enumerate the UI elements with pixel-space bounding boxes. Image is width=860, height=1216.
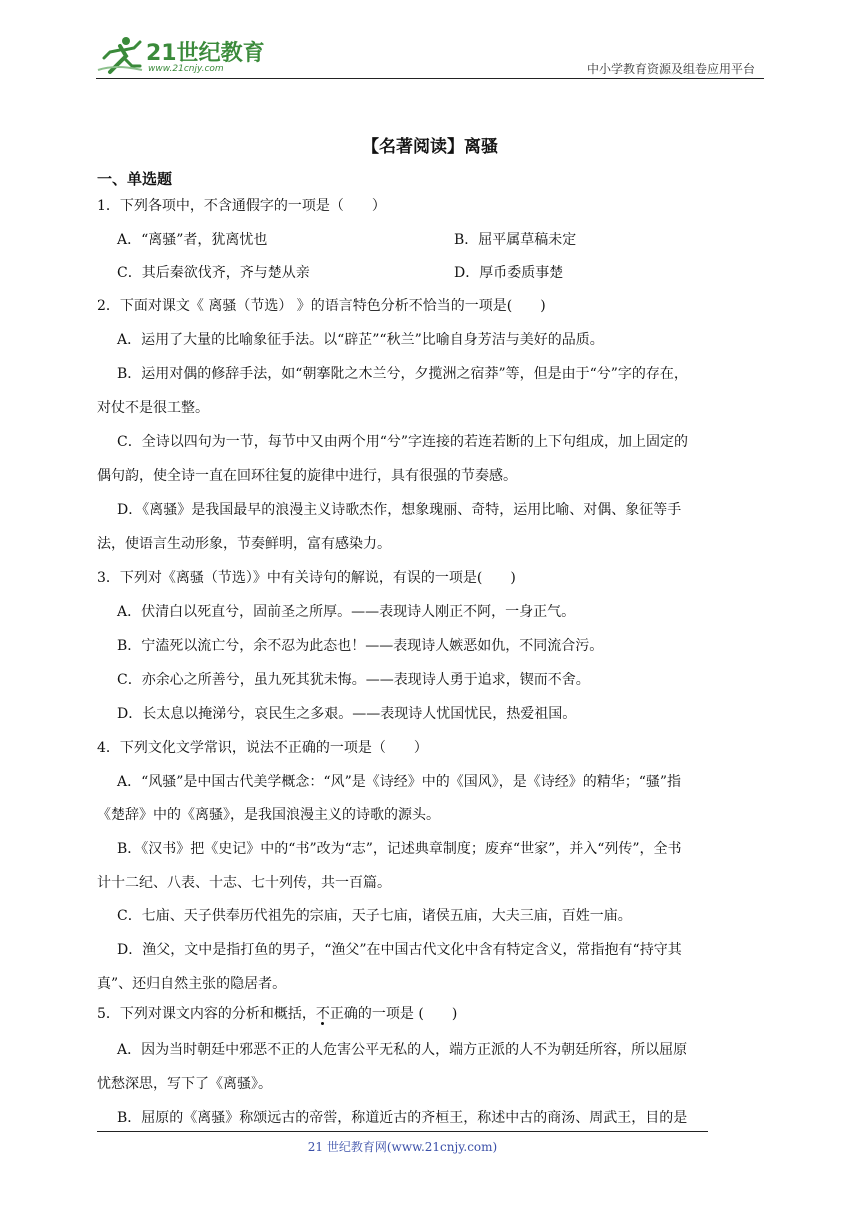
footer-link[interactable]: 21 世纪教育网(www.21cnjy.com): [307, 1140, 498, 1154]
question-5-option-a-cont[interactable]: 忧愁深思，写下了《离骚》。: [97, 1076, 272, 1092]
question-4-option-c[interactable]: C．七庙、天子供奉历代祖先的宗庙，天子七庙，诸侯五庙，大夫三庙，百姓一庙。: [117, 908, 632, 924]
page-header: [0, 0, 860, 82]
question-4-option-b[interactable]: B．《汉书》把《史记》中的“书”改为“志”，记述典章制度；废弃“世家”，并入“列传”，全书: [117, 841, 682, 857]
question-4-option-b-cont[interactable]: 计十二纪、八表、十志、七十列传，共一百篇。: [97, 875, 391, 891]
header-tagline: 中小学教育资源及组卷应用平台: [586, 62, 755, 76]
question-4-option-a[interactable]: A．“风骚”是中国古代美学概念：“风”是《诗经》中的《国风》，是《诗经》的精华；“骚”指: [117, 774, 682, 790]
question-3-option-b[interactable]: B．宁溘死以流亡兮，余不忍为此态也！——表现诗人嫉恶如仇，不同流合污。: [117, 638, 604, 654]
question-4-option-d[interactable]: D．渔父，文中是指打鱼的男子，“渔父”在中国古代文化中含有特定含义，常指抱有“持守其: [117, 942, 682, 958]
question-3-option-a[interactable]: A．伏清白以死直兮，固前圣之所厚。——表现诗人刚正不阿，一身正气。: [117, 604, 576, 620]
question-4-option-a-cont[interactable]: 《楚辞》中的《离骚》，是我国浪漫主义的诗歌的源头。: [97, 807, 440, 823]
question-2-option-b[interactable]: B．运用对偶的修辞手法，如“朝搴阰之木兰兮，夕揽洲之宿莽”等，但是由于“兮”字的存在，: [117, 366, 688, 382]
question-1-stem: 1．下列各项中，不含通假字的一项是（ ）: [97, 198, 386, 214]
question-3-option-c[interactable]: C．亦余心之所善兮，虽九死其犹未悔。——表现诗人勇于追求，锲而不舍。: [117, 672, 590, 688]
question-5-stem-pre: 5．下列对课文内容的分析和概括，: [97, 1006, 316, 1022]
question-5-option-b[interactable]: B．屈原的《离骚》称颂远古的帝喾，称道近古的齐桓王，称述中古的商汤、周武王，目的是: [117, 1110, 688, 1126]
question-4-stem: 4．下列文化文学常识，说法不正确的一项是（ ）: [97, 740, 428, 756]
logo-text: 21世纪教育: [146, 41, 265, 66]
question-2-option-d[interactable]: D．《离骚》是我国最早的浪漫主义诗歌杰作，想象瑰丽、奇特，运用比喻、对偶、象征等手: [117, 502, 682, 518]
question-3-stem: 3．下列对《离骚（节选）》中有关诗句的解说，有误的一项是( ): [97, 570, 516, 586]
header-divider: [96, 78, 764, 79]
site-logo[interactable]: [96, 36, 266, 76]
question-1-option-c[interactable]: C．其后秦欲伐齐，齐与楚从亲: [117, 265, 310, 281]
question-2-stem: 2．下面对课文《 离骚（节选） 》的语言特色分析不恰当的一项是( ): [97, 298, 546, 314]
question-5-stem: [97, 1004, 457, 1024]
emphasis-dot-char: 不: [315, 1006, 330, 1022]
section-heading: 一、单选题: [97, 170, 173, 188]
question-2-option-c-cont[interactable]: 偶句韵，使全诗一直在回环往复的旋律中进行，具有很强的节奏感。: [97, 468, 517, 484]
question-3-option-d[interactable]: D．长太息以掩涕兮，哀民生之多艰。——表现诗人忧国忧民，热爱祖国。: [117, 706, 577, 722]
question-2-option-c[interactable]: C．全诗以四句为一节，每节中又由两个用“兮”字连接的若连若断的上下句组成，加上固定的: [117, 434, 689, 450]
footer-divider: [97, 1131, 708, 1132]
question-4-option-d-cont[interactable]: 真”、还归自然主张的隐居者。: [97, 976, 287, 992]
runner-logo-icon: [96, 36, 144, 76]
logo-url: www.21cnjy.com: [148, 64, 224, 74]
question-5-option-a[interactable]: A．因为当时朝廷中邪恶不正的人危害公平无私的人，端方正派的人不为朝廷所容，所以屈原: [117, 1042, 688, 1058]
question-1-option-b[interactable]: B．屈平属草稿未定: [454, 232, 577, 248]
question-2-option-a[interactable]: A．运用了大量的比喻象征手法。以“辟芷”“秋兰”比喻自身芳洁与美好的品质。: [117, 332, 604, 348]
question-1-option-d[interactable]: D．厚币委质事楚: [454, 265, 564, 281]
question-2-option-b-cont[interactable]: 对仗不是很工整。: [97, 400, 209, 416]
question-2-option-d-cont[interactable]: 法，使语言生动形象，节奏鲜明，富有感染力。: [97, 536, 391, 552]
page-title: 【名著阅读】离骚: [362, 137, 498, 157]
question-5-stem-post: 正确的一项是 ( ): [329, 1006, 458, 1022]
question-1-option-a[interactable]: A．“离骚”者，犹离忧也: [117, 232, 268, 248]
